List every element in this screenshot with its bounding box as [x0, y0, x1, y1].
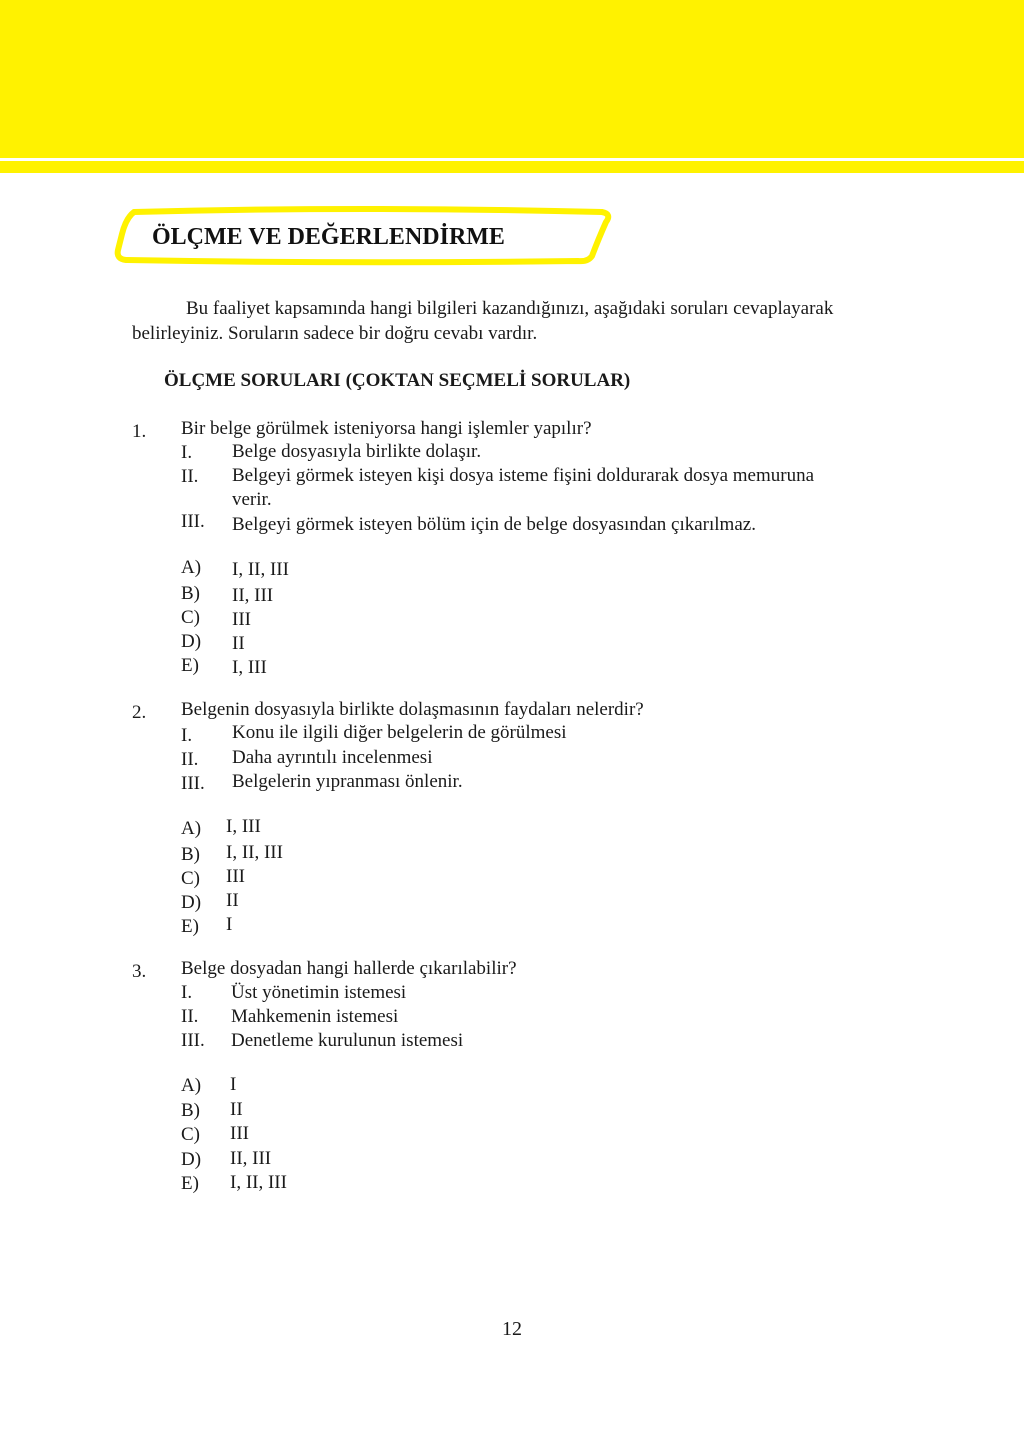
q1-statement-3-label: III. [181, 511, 205, 532]
question-3-text: Belge dosyadan hangi hallerde çıkarılabilir? [181, 958, 517, 979]
section-heading-box [112, 204, 612, 268]
q3-statement-3-text: Denetleme kurulunun istemesi [231, 1030, 464, 1051]
q1-option-d-text: II [232, 633, 245, 654]
questions-subheading: ÖLÇME SORULARI (ÇOKTAN SEÇMELİ SORULAR) [164, 370, 631, 391]
q2-option-e-label: E) [181, 916, 199, 937]
q3-option-a-text: I [230, 1074, 237, 1095]
q1-statement-1-label: I. [181, 442, 193, 463]
q2-option-e-text: I [226, 914, 233, 935]
q2-statement-2-text: Daha ayrıntılı incelenmesi [232, 747, 433, 768]
q3-option-a-label: A) [181, 1075, 202, 1096]
page-number: 12 [502, 1318, 522, 1340]
q1-statement-3-text: Belgeyi görmek isteyen bölüm için de belge dosyasından çıkarılmaz. [232, 514, 756, 535]
q1-option-c-label: C) [181, 607, 200, 628]
q2-option-c-label: C) [181, 868, 200, 889]
q3-option-e-label: E) [181, 1173, 199, 1194]
q2-option-a-text: I, III [226, 816, 261, 837]
q1-statement-2-text: Belgeyi görmek isteyen kişi dosya isteme fişini doldurarak dosya memuruna [232, 465, 815, 486]
q1-option-a-label: A) [181, 557, 202, 578]
q3-statement-1-label: I. [181, 982, 193, 1003]
q1-option-b-label: B) [181, 583, 200, 604]
q1-option-e-label: E) [181, 655, 199, 676]
q1-statement-2-label: II. [181, 466, 199, 487]
q2-option-b-label: B) [181, 844, 200, 865]
q1-option-a-text: I, II, III [232, 559, 289, 580]
question-2-number: 2. [132, 702, 147, 723]
q3-statement-2-text: Mahkemenin istemesi [231, 1006, 399, 1027]
q3-statement-2-label: II. [181, 1006, 199, 1027]
q3-option-e-text: I, II, III [230, 1172, 287, 1193]
q3-option-b-text: II [230, 1099, 243, 1120]
q3-option-b-label: B) [181, 1100, 200, 1121]
q3-statement-3-label: III. [181, 1030, 205, 1051]
intro-text-line-1: Bu faaliyet kapsamında hangi bilgileri kazandığınızı, aşağıdaki soruları cevaplayarak [186, 298, 834, 319]
q2-statement-3-text: Belgelerin yıpranması önlenir. [232, 771, 463, 792]
q3-option-d-text: II, III [230, 1148, 272, 1169]
q2-option-a-label: A) [181, 818, 202, 839]
q3-option-c-text: III [230, 1123, 249, 1144]
q3-option-c-label: C) [181, 1124, 200, 1145]
q2-option-d-text: II [226, 890, 239, 911]
q2-statement-1-text: Konu ile ilgili diğer belgelerin de görülmesi [232, 722, 567, 743]
q1-statement-1-text: Belge dosyasıyla birlikte dolaşır. [232, 441, 482, 462]
page-title: ÖLÇME VE DEĞERLENDİRME [152, 224, 505, 250]
question-1-text: Bir belge görülmek isteniyorsa hangi işlemler yapılır? [181, 418, 592, 439]
q2-option-d-label: D) [181, 892, 202, 913]
top-yellow-band [0, 0, 1024, 158]
q2-statement-3-label: III. [181, 773, 205, 794]
question-3-number: 3. [132, 961, 147, 982]
question-2-text: Belgenin dosyasıyla birlikte dolaşmasının faydaları nelerdir? [181, 699, 644, 720]
q2-statement-2-label: II. [181, 749, 199, 770]
q3-option-d-label: D) [181, 1149, 202, 1170]
question-1-number: 1. [132, 421, 147, 442]
bottom-yellow-strip [0, 161, 1024, 173]
q1-statement-2-text-cont: verir. [232, 489, 272, 510]
q2-option-b-text: I, II, III [226, 842, 283, 863]
q2-statement-1-label: I. [181, 725, 193, 746]
q1-option-e-text: I, III [232, 657, 267, 678]
q3-statement-1-text: Üst yönetimin istemesi [231, 982, 407, 1003]
q1-option-d-label: D) [181, 631, 202, 652]
q1-option-c-text: III [232, 609, 251, 630]
q1-option-b-text: II, III [232, 585, 274, 606]
q2-option-c-text: III [226, 866, 245, 887]
intro-text-line-2: belirleyiniz. Soruların sadece bir doğru cevabı vardır. [132, 323, 538, 344]
